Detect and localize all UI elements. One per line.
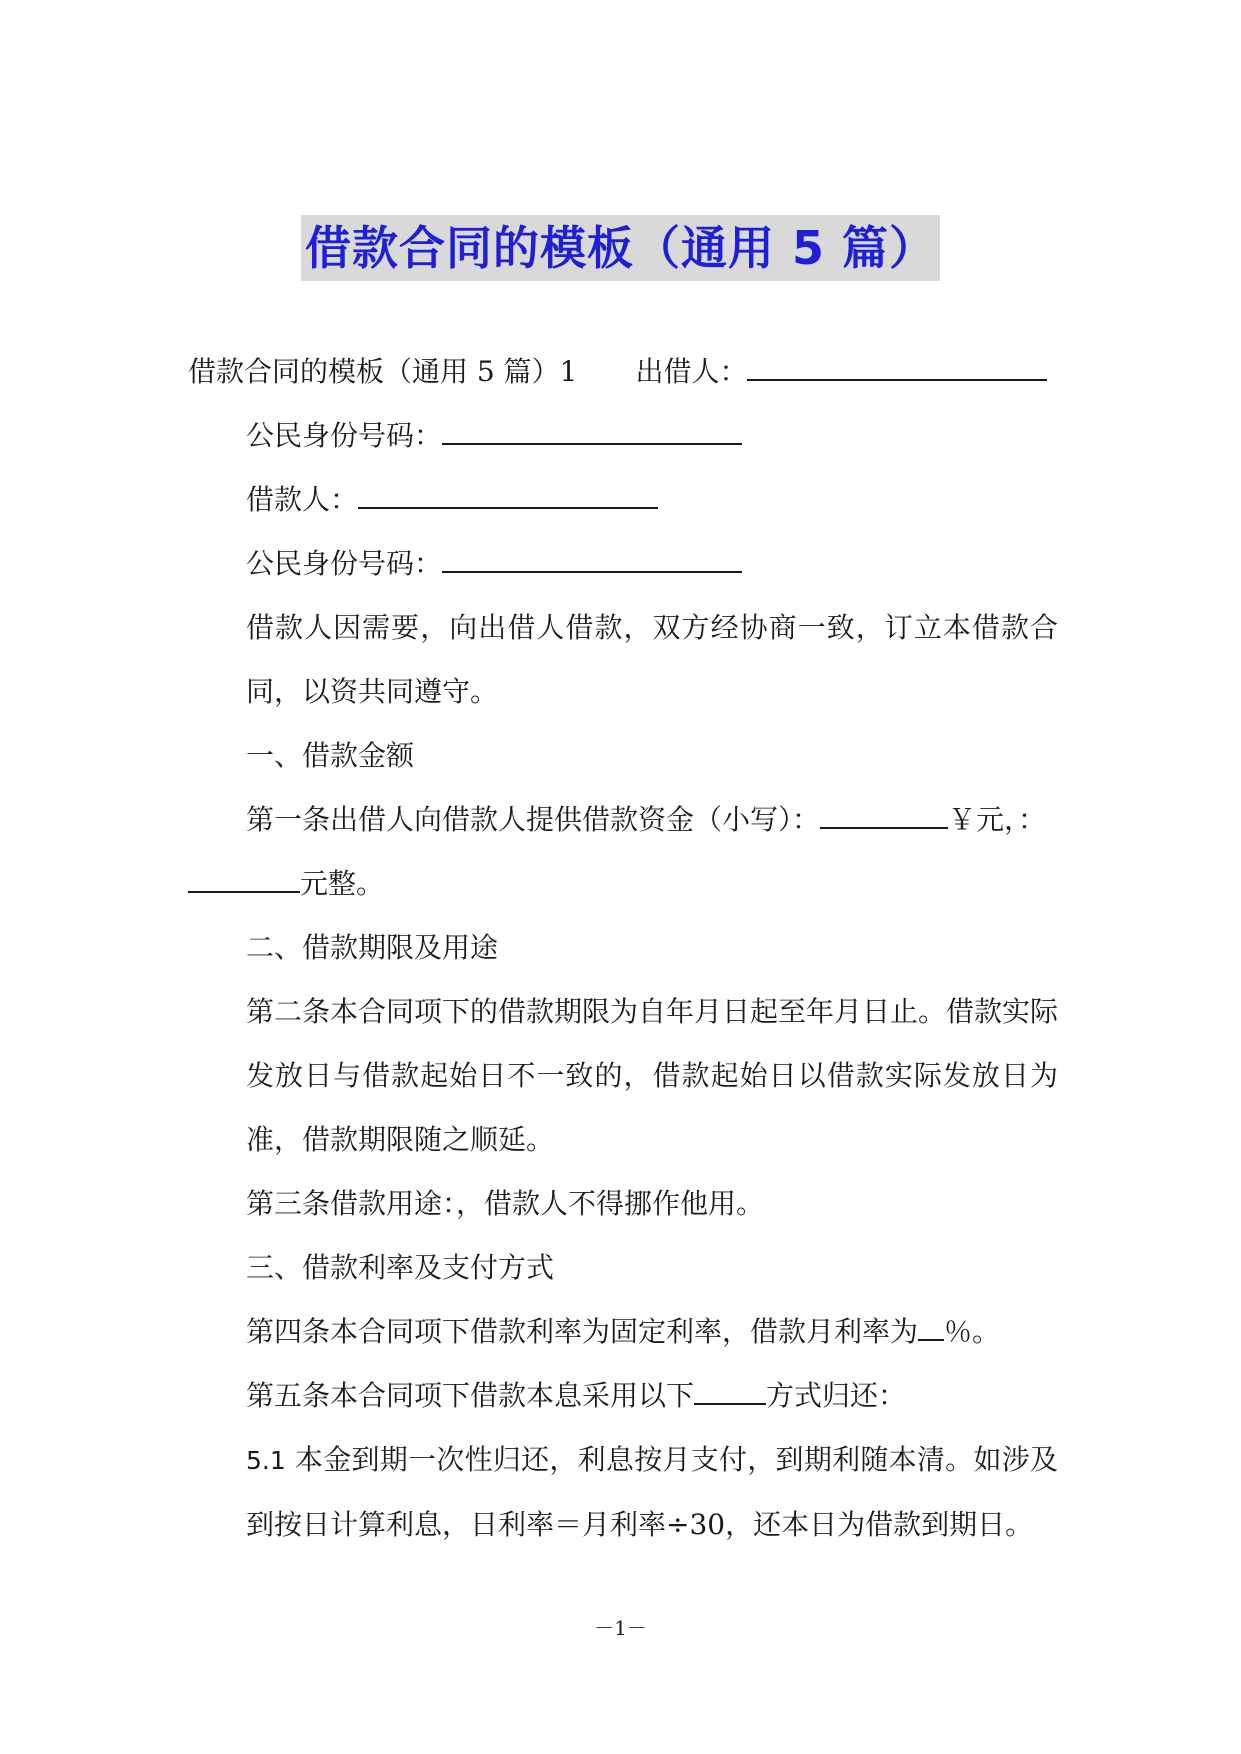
title-container — [0, 215, 1241, 281]
clause-5-1-number: 5.1 — [246, 1446, 286, 1475]
article-one-line-2 — [188, 852, 1058, 916]
article-one-text: 第一条出借人向借款人提供借款资金（小写）： — [246, 803, 821, 836]
lender-id-blank — [442, 417, 742, 445]
subtitle-text: 借款合同的模板（通用 5 篇）1 — [188, 355, 578, 388]
borrower-id-line — [188, 532, 1058, 596]
borrower-id-label: 公民身份号码： — [246, 547, 443, 580]
section-heading-amount: 一、借款金额 — [246, 739, 415, 772]
lender-label: 出借人： — [635, 355, 748, 388]
borrower-id-blank — [442, 545, 742, 573]
article-five-end: 方式归还： — [766, 1379, 907, 1412]
document-title: 借款合同的模板（通用 5 篇） — [301, 215, 940, 281]
article-one-line — [188, 788, 1058, 852]
interest-rate-blank — [918, 1313, 944, 1341]
article-five-line — [188, 1364, 1058, 1428]
article-three-line: 第三条借款用途：，借款人不得挪作他用。 — [246, 1187, 765, 1220]
amount-lowercase-blank — [820, 801, 948, 829]
repayment-method-blank — [694, 1377, 766, 1405]
article-one-end: 元整。 — [300, 867, 385, 900]
heading-line-lender — [188, 340, 1058, 404]
lender-id-line — [188, 404, 1058, 468]
section-heading-interest: 三、借款利率及支付方式 — [246, 1251, 555, 1284]
borrower-line — [188, 468, 1058, 532]
lender-id-label: 公民身份号码： — [246, 419, 443, 452]
borrower-label: 借款人： — [246, 483, 359, 516]
clause-5-1-text: 本金到期一次性归还，利息按月支付，到期利随本清。如涉及到按日计算利息，日利率＝月利率÷30，还本日为借款到期日。 — [246, 1443, 1058, 1541]
article-two-paragraph: 第二条本合同项下的借款期限为自年月日起至年月日止。借款实际发放日与借款起始日不一致的，借款起始日以借款实际发放日为准，借款期限随之顺延。 — [246, 995, 1059, 1156]
article-one-currency: ￥元，： — [948, 803, 1047, 836]
intro-paragraph: 借款人因需要，向出借人借款，双方经协商一致，订立本借款合同，以资共同遵守。 — [246, 611, 1058, 708]
lender-blank — [747, 353, 1047, 381]
page-number: －1－ — [594, 1616, 647, 1640]
clause-5-1-paragraph — [188, 1428, 1058, 1557]
article-four-line — [188, 1300, 1058, 1364]
amount-uppercase-blank — [188, 865, 300, 893]
section-heading-term: 二、借款期限及用途 — [246, 931, 499, 964]
article-four-end: ％。 — [944, 1315, 1001, 1348]
article-four-text: 第四条本合同项下借款利率为固定利率，借款月利率为 — [246, 1315, 919, 1348]
article-five-text: 第五条本合同项下借款本息采用以下 — [246, 1379, 695, 1412]
document-body — [188, 340, 1058, 1557]
borrower-blank — [358, 481, 658, 509]
